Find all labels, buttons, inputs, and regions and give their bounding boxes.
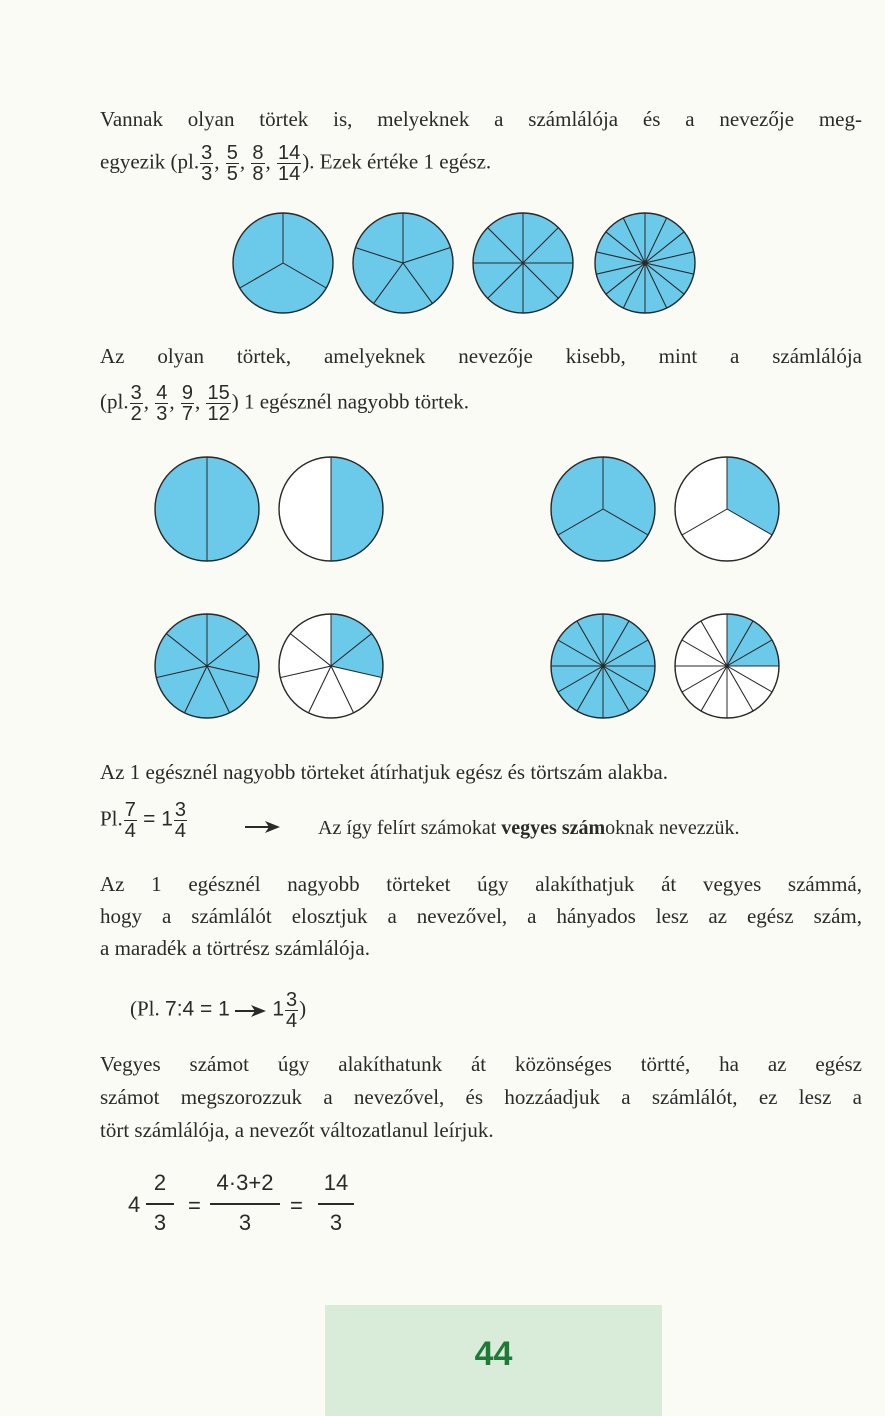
circle-sector bbox=[331, 457, 383, 561]
para5-line2: számot megszorozzuk a nevezővel, és hozzáadjuk a számlálót, ez lesz a bbox=[100, 1085, 862, 1109]
para5-line3: tört számlálója, a nevezőt változatlanul leírjuk. bbox=[100, 1118, 494, 1142]
para2-suffix: ) 1 egésznél nagyobb törtek. bbox=[231, 389, 470, 414]
formula-eq2: = bbox=[290, 1193, 303, 1218]
formula-frac1-bar bbox=[146, 1203, 174, 1205]
fraction-7-4: $\frac{7}{4}$ bbox=[124, 799, 136, 842]
fraction-circle-14-of-14 bbox=[595, 213, 695, 313]
formula-frac3-den: 3 bbox=[329, 1210, 343, 1235]
para2-line1: Az olyan törtek, amelyeknek nevezője kisebb, mint a számlálója bbox=[100, 344, 862, 368]
para2-line2: (pl. $\frac{3}{2}$ , $\frac{4}{3}$ , $\frac{9}{7}$ , $\frac{15}{12}$ ) 1 egésznél nagyobb törtek. bbox=[100, 382, 470, 425]
circle-sector bbox=[155, 457, 207, 561]
page-number: 44 bbox=[474, 1335, 513, 1373]
fraction-circle-1-of-2 bbox=[279, 457, 383, 561]
fraction-9-7: $\frac{9}{7}$ bbox=[181, 382, 193, 425]
division-expr: 7:4 = 1 bbox=[165, 997, 230, 1021]
arrow-right-icon bbox=[245, 820, 281, 834]
formula-frac2-bar bbox=[210, 1203, 280, 1205]
circle-sector bbox=[207, 457, 259, 561]
arrow-right-icon bbox=[235, 1004, 267, 1018]
formula-eq1: = bbox=[188, 1193, 201, 1218]
fraction-5-5: $\frac{5}{5}$ bbox=[226, 142, 238, 185]
fraction-circle-7-of-7 bbox=[155, 614, 259, 718]
fraction-circle-3-of-3 bbox=[233, 213, 333, 313]
fraction-3-3: $\frac{3}{3}$ bbox=[201, 142, 213, 185]
fraction-3-4-result: $\frac{3}{4}$ bbox=[286, 989, 298, 1032]
para1-line1: Vannak olyan törtek is, melyeknek a számlálója és a nevezője meg- bbox=[100, 107, 862, 131]
para1-prefix: egyezik (pl. bbox=[100, 149, 200, 174]
fraction-circle-8-of-8 bbox=[473, 213, 573, 313]
fraction-circle-1-of-3 bbox=[675, 457, 779, 561]
para4-line1: Az 1 egésznél nagyobb törteket úgy alakíthatjuk át vegyes számmá, bbox=[100, 872, 862, 896]
para4-example: (Pl. 7:4 = 1 1 $\frac{3}{4}$ ) bbox=[130, 989, 307, 1032]
fraction-circle-2-of-7 bbox=[279, 614, 383, 718]
para4-line2: hogy a számlálót elosztjuk a nevezővel, a hányados lesz az egész szám, bbox=[100, 904, 862, 928]
para3-line1: Az 1 egésznél nagyobb törteket átírhatjuk egész és törtszám alakba. bbox=[100, 760, 668, 784]
fraction-8-8: $\frac{8}{8}$ bbox=[252, 142, 264, 185]
example-prefix: Pl. bbox=[100, 806, 123, 831]
para1-suffix: ). Ezek értéke 1 egész. bbox=[302, 149, 492, 174]
result-whole: 1 bbox=[272, 997, 285, 1021]
formula-frac3-num: 14 bbox=[323, 1170, 349, 1195]
fraction-circle-5-of-5 bbox=[353, 213, 453, 313]
formula-frac2-den: 3 bbox=[238, 1210, 252, 1235]
formula-frac1-den: 3 bbox=[153, 1210, 167, 1235]
circle-sector bbox=[279, 457, 331, 561]
fraction-14-14: $\frac{14}{14}$ bbox=[278, 142, 301, 185]
para1-line2: egyezik (pl. $\frac{3}{3}$ , $\frac{5}{5}$ , $\frac{8}{8}$ , $\frac{14}{14}$ ). Ezek értéke 1 egész. bbox=[100, 142, 492, 185]
fraction-circle-3-of-12 bbox=[675, 614, 779, 718]
fraction-circle-2-of-2 bbox=[155, 457, 259, 561]
fraction-3-2: $\frac{3}{2}$ bbox=[130, 382, 142, 425]
formula-frac2-num: 4·3+2 bbox=[216, 1170, 274, 1195]
para2-prefix: (pl. bbox=[100, 389, 129, 414]
vegyes-note: Az így felírt számokat vegyes számoknak nevezzük. bbox=[318, 817, 740, 839]
page-number-box bbox=[325, 1305, 662, 1416]
fraction-circle-12-of-12 bbox=[551, 614, 655, 718]
para5-line1: Vegyes számot úgy alakíthatunk át közönséges törtté, ha az egész bbox=[100, 1052, 862, 1076]
fraction-4-3: $\frac{4}{3}$ bbox=[156, 382, 168, 425]
example-equals: = 1 bbox=[143, 807, 173, 831]
para4-line3: a maradék a törtrész számlálója. bbox=[100, 936, 370, 960]
formula-whole: 4 bbox=[128, 1192, 141, 1217]
fraction-circle-3-of-3 bbox=[551, 457, 655, 561]
fraction-15-12: $\frac{15}{12}$ bbox=[207, 382, 230, 425]
formula-frac3-bar bbox=[318, 1203, 354, 1205]
fraction-3-4: $\frac{3}{4}$ bbox=[174, 799, 187, 842]
formula-frac1-num: 2 bbox=[153, 1170, 167, 1195]
